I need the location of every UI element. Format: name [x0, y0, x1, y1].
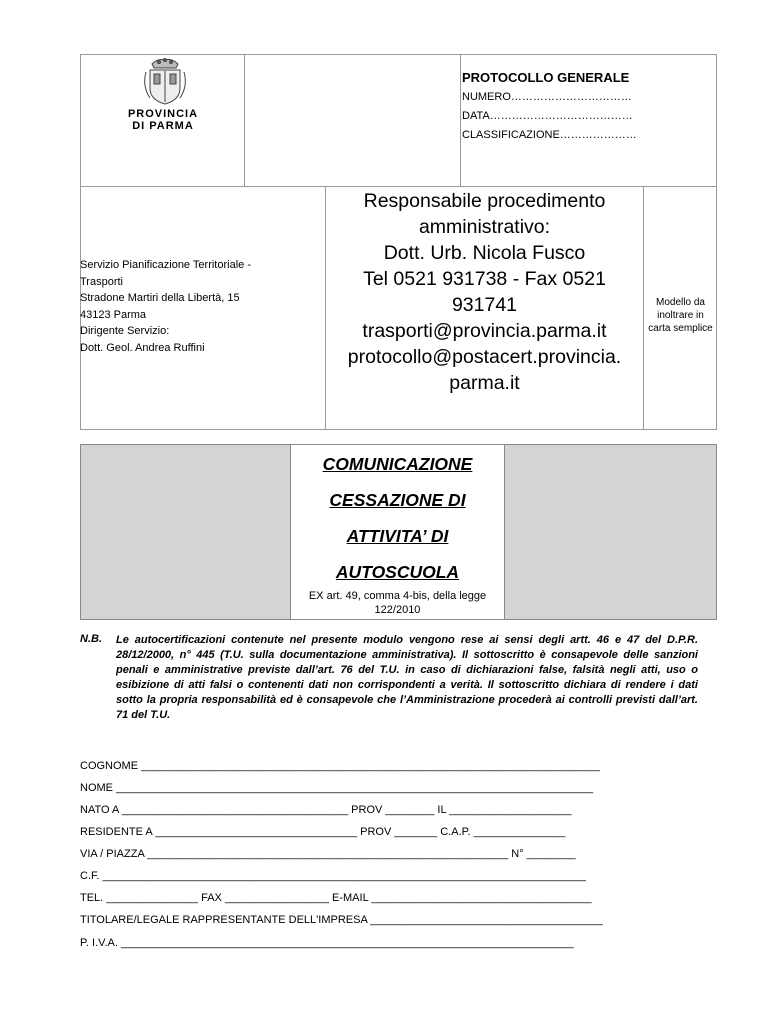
contact-field[interactable]: TEL. _______________ FAX _________________ E-MAIL ____________________________________ — [80, 892, 592, 904]
table-divider — [460, 54, 461, 187]
nb-label: N.B. — [80, 633, 102, 645]
province-name-line1: PROVINCIA — [127, 108, 199, 120]
responsible-phone: 931741 — [451, 294, 518, 316]
document-title-line: CESSAZIONE DI — [329, 490, 466, 510]
table-divider — [504, 444, 505, 620]
service-director-name: Dott. Geol. Andrea Ruffini — [80, 341, 205, 354]
service-director-label: Dirigente Servizio: — [80, 325, 170, 337]
responsible-email[interactable]: trasporti@provincia.parma.it — [362, 320, 607, 342]
nome-field[interactable]: NOME ______________________________________________________________________________ — [80, 782, 594, 794]
nb-text: Le autocertificazioni contenute nel presente modulo vengono rese ai sensi degli artt. 46 e 47 del D.P.R. 28/12/2000, n° 445 (T.U. sulla documentazione amministrativa). Il sottoscritto è consapevole delle sanzioni penali e amministrative previste dall’art. 76 del T.U. in caso di dichiarazioni false, falsità negli atti, uso o esibizione di atti falsi o contenenti dati non corrispondenti a verità. Il sottoscritto dichiara di rendere i dati sotto la propria responsabilità ed è consapevole che l’Amministrazione procederà ai controlli previsti dall’art. 71 del T.U. — [116, 634, 698, 721]
responsible-pec[interactable]: parma.it — [449, 372, 520, 394]
responsible-label: amministrativo: — [418, 216, 551, 238]
service-address: Stradone Martiri della Libertà, 15 — [80, 292, 240, 304]
responsible-pec[interactable]: protocollo@postacert.provincia. — [347, 346, 622, 368]
protocol-data-field[interactable]: DATA………………………………… — [462, 110, 633, 122]
document-title-line: COMUNICAZIONE — [322, 454, 473, 474]
model-note — [644, 296, 717, 335]
responsible-block — [326, 188, 643, 396]
model-note-line: inoltrare in — [657, 310, 704, 321]
birthplace-field[interactable]: NATO A _____________________________________ PROV ________ IL ____________________ — [80, 804, 572, 816]
protocol-numero-field[interactable]: NUMERO…………………………… — [462, 91, 632, 103]
responsible-phone: Tel 0521 931738 - Fax 0521 — [363, 268, 606, 290]
cognome-field[interactable]: COGNOME ___________________________________________________________________________ — [80, 760, 600, 772]
document-title-line: AUTOSCUOLA — [335, 562, 460, 582]
responsible-name: Dott. Urb. Nicola Fusco — [383, 242, 586, 264]
protocol-classificazione-field[interactable]: CLASSIFICAZIONE………………… — [462, 129, 637, 141]
tax-code-field[interactable]: C.F. _______________________________________________________________________________ — [80, 870, 586, 882]
model-note-line: Modello da — [656, 297, 705, 308]
residence-field[interactable]: RESIDENTE A _________________________________ PROV _______ C.A.P. _______________ — [80, 826, 566, 838]
document-title — [291, 446, 504, 590]
service-line: Servizio Pianificazione Territoriale - — [80, 259, 251, 271]
service-city: 43123 Parma — [80, 308, 147, 321]
document-subtitle — [291, 589, 504, 617]
province-name — [98, 108, 228, 132]
province-name-line2: DI PARMA — [132, 120, 194, 132]
service-info — [80, 257, 320, 356]
vat-field[interactable]: P. I.V.A. __________________________________________________________________________ — [80, 937, 574, 949]
table-divider — [244, 54, 245, 187]
table-divider — [80, 186, 717, 187]
service-line: Trasporti — [80, 275, 123, 288]
document-subtitle-line: EX art. 49, comma 4-bis, della legge — [308, 590, 487, 602]
street-field[interactable]: VIA / PIAZZA ___________________________________________________________ N° ________ — [80, 848, 576, 860]
legal-representative-field[interactable]: TITOLARE/LEGALE RAPPRESENTANTE DELL'IMPRESA ______________________________________ — [80, 914, 603, 926]
model-note-line: carta semplice — [648, 323, 713, 334]
protocol-block — [462, 70, 712, 145]
coat-of-arms-icon — [110, 56, 220, 108]
document-subtitle-line: 122/2010 — [374, 604, 421, 616]
responsible-label: Responsabile procedimento — [363, 190, 606, 212]
protocol-title: PROTOCOLLO GENERALE — [462, 70, 630, 85]
document-title-line: ATTIVITA’ DI — [346, 526, 449, 546]
province-logo — [110, 56, 220, 146]
